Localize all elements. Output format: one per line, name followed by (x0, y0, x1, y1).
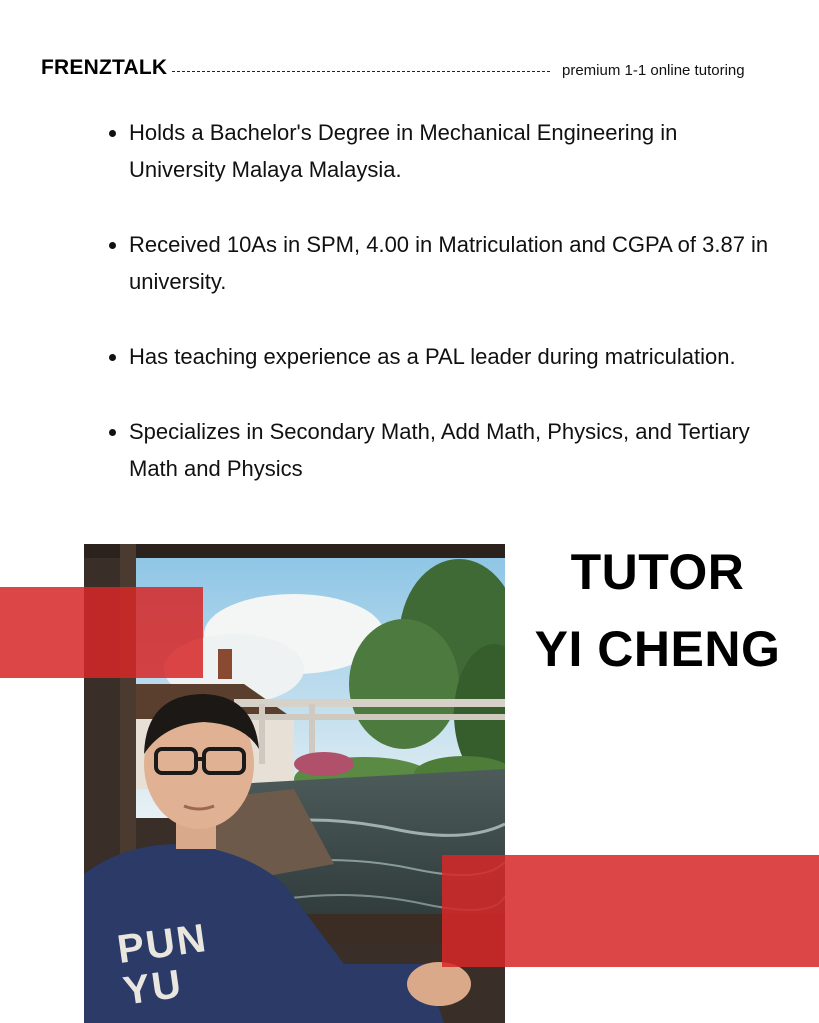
header-divider (172, 71, 550, 72)
qualifications-list (98, 114, 769, 487)
brand-logo-text: FRENZTALK (41, 56, 168, 79)
qualification-item-subjects: • Specializes in Secondary Math, Add Math, Physics, and Tertiary Math and Physics (129, 413, 769, 487)
red-accent-block-right (442, 855, 819, 967)
header-tagline: premium 1-1 online tutoring (562, 62, 745, 79)
qualification-item-degree: • Holds a Bachelor's Degree in Mechanical Engineering in University Malaya Malaysia. (129, 114, 769, 188)
sweater-lettering: PUN YU (114, 915, 211, 1014)
tutor-name-title (530, 534, 785, 688)
qualification-item-teaching: • Has teaching experience as a PAL leader during matriculation. (129, 338, 769, 375)
tutor-title-line2: YI CHENG (534, 621, 781, 677)
red-accent-block-left (0, 587, 203, 678)
tutor-title-line1: TUTOR (570, 544, 745, 600)
qualification-item-grades: • Received 10As in SPM, 4.00 in Matriculation and CGPA of 3.87 in university. (129, 226, 769, 300)
